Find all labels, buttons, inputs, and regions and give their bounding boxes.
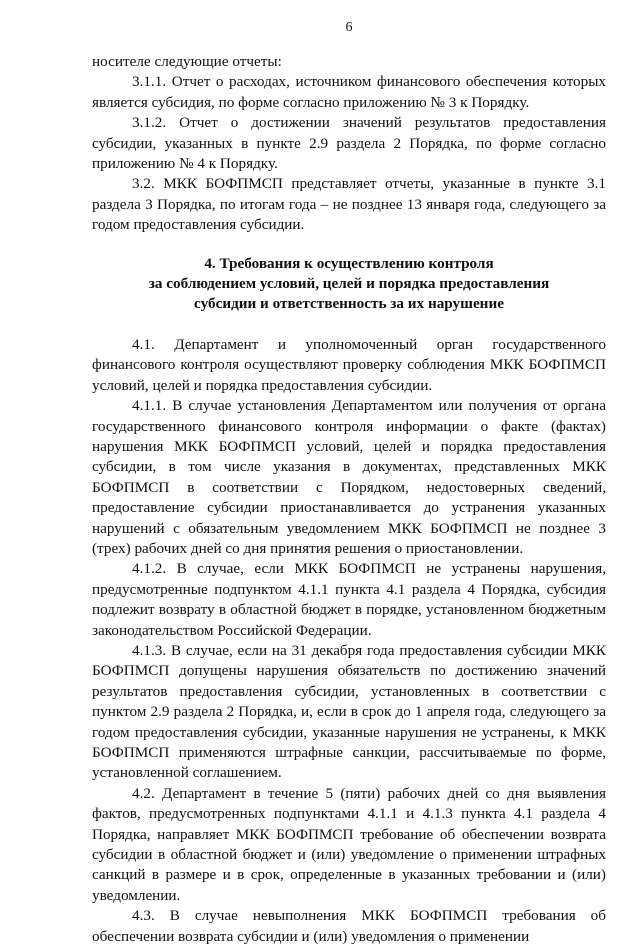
section-heading-line-3: субсидии и ответственность за их нарушение: [194, 295, 504, 313]
section-heading-line-1: 4. Требования к осуществлению контроля: [204, 254, 494, 272]
section-heading-line-2: за соблюдением условий, целей и порядка предоставления: [148, 275, 550, 293]
paragraph-4-2: 4.2. Департамент в течение 5 (пяти) рабочих дней со дня выявления фактов, предусмотренных подпунктами 4.1.1 и 4.1.3 пункта 4.1 раздела 4 Порядка, направляет МКК БОФПМСП требование об обеспечении возврата субсидии в областной бюджет и (или) уведомление о применении штрафных санкций в размере и в срок, определенные в указанных требовании и (или) уведомлении.: [92, 784, 606, 904]
paragraph-4-1-3: 4.1.3. В случае, если на 31 декабря года предоставления субсидии МКК БОФПМСП допущены нарушения обязательств по достижению значений результатов предоставления субсидии, установленных в соответствии с пунктом 2.9 раздела 2 Порядка, и, если в срок до 1 апреля года, следующего за годом предоставления субсидии, указанные нарушения не устранены, к МКК БОФПМСП применяются штрафные санкции, рассчитываемые по форме, установленной соглашением.: [92, 641, 606, 782]
paragraph-3-1-2: 3.1.2. Отчет о достижении значений результатов предоставления субсидии, указанных в пункте 2.9 раздела 2 Порядка, по форме согласно приложению № 4 к Порядку.: [92, 114, 606, 173]
paragraph-3-2: 3.2. МКК БОФПМСП представляет отчеты, указанные в пункте 3.1 раздела 3 Порядка, по итогам года – не позднее 13 января года, следующего за годом предоставления субсидии.: [92, 175, 606, 234]
paragraph-4-3: 4.3. В случае невыполнения МКК БОФПМСП требования об обеспечении возврата субсидии и (или) уведомления о применении: [92, 907, 606, 945]
paragraph-3-1-1: 3.1.1. Отчет о расходах, источником финансового обеспечения которых является субсидия, по форме согласно приложению № 3 к Порядку.: [92, 73, 606, 111]
paragraph-4-1-2: 4.1.2. В случае, если МКК БОФПМСП не устранены нарушения, предусмотренные подпунктом 4.1.1 пункта 4.1 раздела 4 Порядка, субсидия подлежит возврату в областной бюджет в порядке, установленном бюджетным законодательством Российской Федерации.: [92, 560, 606, 639]
paragraph-4-1: 4.1. Департамент и уполномоченный орган государственного финансового контроля осуществляют проверку соблюдения МКК БОФПМСП условий, целей и порядка предоставления субсидии.: [92, 335, 606, 394]
paragraph-4-1-1: 4.1.1. В случае установления Департаментом или получения от органа государственного финансового контроля информации о факте (фактах) нарушения МКК БОФПМСП условий, целей и порядка предоставления субсидии, в том числе указания в документах, представленных МКК БОФПМСП в соответствии с Порядком, недостоверных сведений, предоставление субсидии приостанавливается до устранения указанных нарушений с обязательным уведомлением МКК БОФПМСП не позднее 3 (трех) рабочих дней со дня принятия решения о приостановлении.: [92, 397, 606, 557]
section-heading: [92, 254, 606, 315]
page-number: 6: [345, 20, 353, 35]
paragraph-continuation: носителе следующие отчеты:: [92, 53, 282, 70]
